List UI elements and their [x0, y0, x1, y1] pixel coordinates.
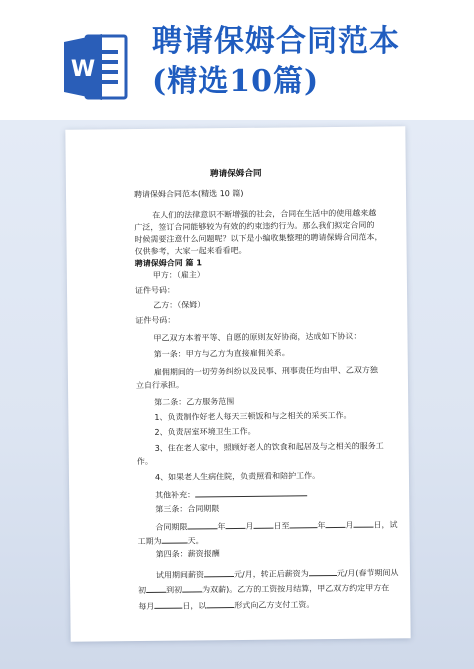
- title-line-1: 聘请保姆合同范本: [152, 24, 400, 59]
- blank-line: [225, 520, 245, 529]
- salary-line: [156, 566, 399, 581]
- intro-line: 在人们的法律意识不断增强的社会，合同在生活中的使用越来越: [152, 208, 377, 220]
- salary-text: 到初: [166, 585, 183, 595]
- salary-text: 初: [138, 585, 147, 596]
- term-text: 日，试: [373, 520, 398, 530]
- salary-text: 为双薪)。乙方的工资按月结算，甲乙双方约定甲方在: [202, 583, 390, 595]
- probation-label: 工期为: [137, 536, 162, 547]
- page-title: [152, 22, 470, 102]
- svg-text:W: W: [70, 57, 96, 82]
- service-item: 4、如果老人生病住院，负责照看和陪护工作。: [154, 471, 321, 482]
- clause-4: 第四条：薪资报酬: [155, 549, 220, 559]
- term-text: 年: [217, 522, 226, 532]
- service-item: 2、负责居室环境卫生工作。: [154, 426, 256, 437]
- salary-line: [138, 598, 314, 612]
- clause-1: 第一条：甲方与乙方为直接雇佣关系。: [153, 348, 290, 359]
- blank-line: [206, 599, 234, 608]
- blank-line: [253, 520, 273, 529]
- salary-text: 元/月(春节期间从: [336, 568, 399, 578]
- agreement-text: 甲乙双方本着平等、自愿的原则友好协商，达成如下协议：: [153, 331, 362, 343]
- blank-line: [154, 600, 182, 609]
- term-text: 年: [317, 521, 326, 531]
- service-item: 1、负责制作好老人每天三顿饭和与之相关的采买工作。: [154, 410, 352, 422]
- blank-line: [309, 567, 337, 576]
- blank-line: [187, 520, 217, 529]
- clause-2: 第二条：乙方服务范围: [154, 397, 235, 407]
- document-page: [65, 126, 410, 642]
- term-label: 合同期限: [155, 522, 188, 532]
- blank-line: [353, 519, 373, 528]
- term-text: 日至: [273, 521, 290, 531]
- salary-text: 每月: [138, 601, 155, 612]
- probation-period: [138, 534, 204, 547]
- term-text: 月: [345, 520, 354, 530]
- blank-line: [289, 519, 317, 528]
- word-document-icon: [62, 30, 132, 104]
- term-text: 月: [245, 521, 254, 531]
- salary-text: 形式向乙方支付工资。: [234, 600, 315, 611]
- blank-line: [204, 568, 234, 577]
- intro-line: 广泛，签订合同能够较为有效的约束违约行为。那么我们拟定合同的: [134, 220, 375, 233]
- intro-line: 时候需要注意什么问题呢？以下是小编收集整理的聘请保姆合同范本，: [134, 232, 383, 245]
- blank-line: [162, 535, 188, 544]
- probation-unit: 天。: [187, 536, 204, 546]
- service-item: 作。: [136, 456, 153, 467]
- blank-line: [195, 487, 307, 497]
- clause-1-detail: 立自行承担。: [135, 380, 185, 391]
- contract-term: [155, 518, 397, 533]
- salary-text: 日，以: [182, 601, 207, 611]
- service-item: 3、住在老人家中，照顾好老人的饮食和起居及与之相关的服务工: [154, 441, 384, 453]
- intro-line: 仅供参考，大家一起来看看吧。: [134, 245, 247, 257]
- party-a: 甲方：（雇主）: [152, 270, 205, 280]
- salary-line: [138, 581, 389, 596]
- salary-text: 试用期间薪资: [155, 570, 205, 580]
- salary-text: 元/月，转正后薪资为: [233, 569, 309, 580]
- other-supplement: [155, 487, 307, 501]
- id-number-a: 证件号码：: [134, 285, 176, 296]
- blank-line: [182, 583, 202, 592]
- document-title: 聘请保姆合同: [209, 168, 262, 180]
- other-label: 其他补充：: [155, 490, 196, 500]
- blank-line: [146, 584, 166, 593]
- party-b: 乙方：（保姆）: [153, 300, 206, 310]
- document-body: [65, 126, 410, 642]
- document-subtitle: 聘请保姆合同范本(精选 10 篇): [133, 188, 244, 200]
- title-line-2: (精选10篇): [152, 64, 320, 99]
- clause-1-detail: 雇佣期间的一切劳务纠纷以及民事、刑事责任均由甲、乙双方独: [153, 365, 378, 377]
- id-number-b: 证件号码：: [135, 315, 176, 326]
- section-heading: 聘请保姆合同 篇 1: [134, 258, 202, 269]
- blank-line: [325, 519, 345, 528]
- clause-3: 第三条：合同期限: [155, 504, 220, 514]
